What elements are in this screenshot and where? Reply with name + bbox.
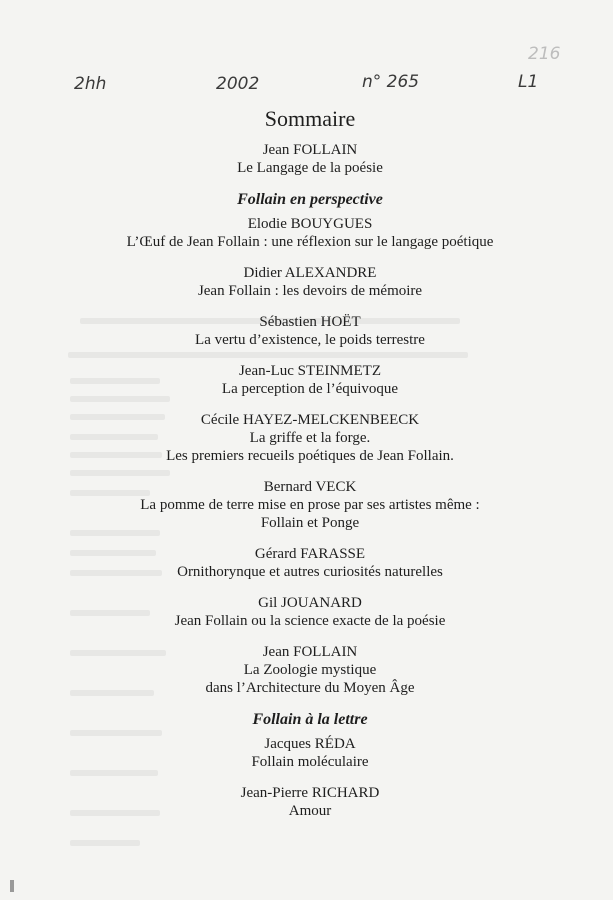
toc-entry (80, 545, 540, 581)
entry-title-line: Follain moléculaire (251, 754, 369, 770)
toc-entry (80, 215, 540, 251)
toc-entry (80, 784, 540, 820)
entry-author: Jacques RÉDA (264, 736, 356, 752)
entry-author: Jean FOLLAIN (262, 142, 358, 158)
toc-entries (80, 141, 540, 820)
entry-author: Elodie BOUYGUES (247, 216, 373, 232)
toc-entry (80, 264, 540, 300)
entry-title-line: Le Langage de la poésie (237, 160, 383, 176)
toc-entry (80, 141, 540, 177)
entry-title-line: La perception de l’équivoque (221, 381, 399, 397)
toc-entry (80, 594, 540, 630)
handwritten-left-note: 2hh (74, 74, 107, 94)
page-title: Sommaire (264, 106, 356, 131)
entry-author: Jean-Pierre RICHARD (240, 785, 380, 801)
entry-author: Bernard VECK (263, 479, 357, 495)
toc-entry (80, 313, 540, 349)
entry-author: Jean-Luc STEINMETZ (238, 363, 382, 379)
entry-title-line: Follain et Ponge (260, 515, 360, 531)
entry-author: Didier ALEXANDRE (243, 265, 377, 281)
table-of-contents (80, 106, 540, 833)
handwritten-ghost-number: 216 (528, 44, 561, 64)
handwritten-year: 2002 (216, 74, 260, 94)
handwritten-right-note: L1 (518, 72, 539, 92)
toc-entry (80, 643, 540, 697)
entry-title-line: Les premiers recueils poétiques de Jean Follain. (166, 448, 454, 464)
entry-author: Gil JOUANARD (258, 595, 362, 611)
entry-title-line: Amour (288, 803, 332, 819)
entry-title-line: L’Œuf de Jean Follain : une réflexion sur le langage poétique (126, 234, 494, 250)
entry-title-line: La vertu d’existence, le poids terrestre (195, 332, 425, 348)
entry-title-line: Ornithorynque et autres curiosités naturelles (177, 564, 443, 580)
section-heading: Follain en perspective (237, 191, 383, 208)
section-heading: Follain à la lettre (252, 711, 368, 728)
entry-author: Cécile HAYEZ-MELCKENBEECK (200, 412, 420, 428)
toc-entry (80, 362, 540, 398)
entry-author: Sébastien HOËT (259, 314, 361, 330)
entry-author: Jean FOLLAIN (262, 644, 358, 660)
entry-title-line: La Zoologie mystique (243, 662, 377, 678)
toc-entry (80, 411, 540, 465)
entry-title-line: La pomme de terre mise en prose par ses artistes même : (140, 497, 480, 513)
toc-entry (80, 735, 540, 771)
handwritten-issue-number: n° 265 (362, 72, 420, 92)
entry-title-line: Jean Follain ou la science exacte de la poésie (174, 613, 446, 629)
entry-title-line: La griffe et la forge. (249, 430, 371, 446)
entry-title-line: Jean Follain : les devoirs de mémoire (197, 283, 423, 299)
page-edge-mark (10, 880, 14, 892)
entry-title-line: dans l’Architecture du Moyen Âge (205, 680, 415, 696)
entry-author: Gérard FARASSE (254, 546, 366, 562)
toc-entry (80, 478, 540, 532)
